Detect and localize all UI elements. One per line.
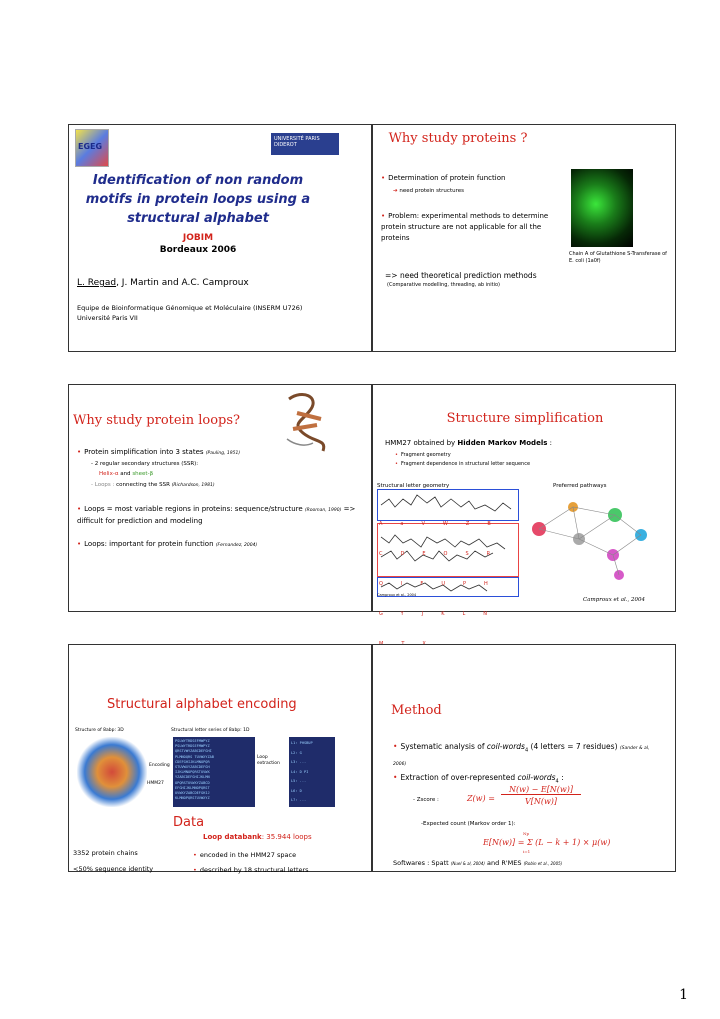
slide-title-text: Structure simplification	[446, 411, 604, 426]
other-authors: , J. Martin and A.C. Camproux	[116, 278, 249, 288]
loop-l2: L2: G	[291, 750, 302, 755]
slide-why-proteins	[372, 124, 676, 352]
bullet-problem: • Problem: experimental methods to determine protein structure are not applicable for all the proteins	[381, 211, 556, 244]
slide-why-loops	[68, 384, 372, 612]
slide-alphabet-encoding	[68, 644, 372, 872]
university-logo-text: UNIVERSITÉ PARIS DIDEROT	[274, 136, 320, 148]
letter-n: N	[483, 611, 506, 617]
affiliation-line-1: Equipe de Bioinformatique Génomique et Moléculaire (INSERM U726)	[77, 304, 303, 312]
egeg-logo	[75, 129, 109, 167]
letter-k: K	[441, 611, 463, 617]
bullet-function: • Determination of protein function	[381, 173, 556, 184]
expected-label: -Expected count (Markov order 1):	[421, 821, 516, 827]
first-author: L. Regad	[77, 278, 117, 288]
letter-o: O	[443, 551, 466, 557]
letter-a-upper: A	[379, 521, 401, 527]
bullet-geometry: • Fragment geometry	[395, 451, 530, 460]
sum-bottom: i=1	[523, 849, 531, 854]
loop-l6: L6: D	[291, 788, 302, 793]
university-logo	[271, 133, 339, 155]
letter-e: E	[422, 551, 444, 557]
bullet-extraction: • Extraction of over-represented coil-words$_4$ :	[393, 773, 564, 785]
presentation-title: Identification of non random motifs in protein loops using a structural alphabet	[85, 173, 311, 226]
egeg-logo-text: EGEG	[78, 142, 103, 151]
bullet-systematic: • Systematic analysis of coil-words$_4$ (4 letters = 7 residues) (Sander & al, 2006)	[393, 741, 663, 770]
zscore-lhs: Z(w) =	[467, 794, 495, 803]
protein-3d-image	[77, 737, 147, 807]
letter-a-lower: a	[400, 521, 422, 527]
bullet-described: • described by 18 structural letters	[193, 866, 333, 875]
slide-structure-simplification	[372, 384, 676, 617]
slide-method	[372, 644, 676, 872]
zscore-label: - Zscore :	[413, 797, 439, 803]
bullet-encoded: • encoded in the HMM27 space	[193, 851, 296, 859]
bullet-simplification: • Protein simplification into 3 states (Pauling, 1951)	[77, 447, 367, 459]
letter-y: Y	[400, 611, 422, 617]
sequence-identity: <50% sequence identity	[73, 865, 154, 873]
label-1d: Structural letter series of 8abp: 1D	[171, 728, 250, 733]
letter-d: D	[400, 551, 423, 557]
label-loop-extraction: Loop extraction	[257, 755, 280, 766]
sub-bullet-loops: - Loops : connecting the SSR (Richardson, 1981)	[91, 482, 215, 488]
letter-j: J	[421, 611, 442, 617]
letter-w: W	[442, 521, 466, 527]
databank: Loop databank: 35.944 loops	[203, 833, 312, 841]
label-hmm27: HMM27	[147, 781, 164, 786]
letter-p: P	[462, 581, 484, 587]
loop-l3: L3: ...	[291, 760, 307, 764]
data-title: Data	[173, 815, 205, 830]
slide-title-text: Method	[391, 703, 442, 718]
sum-top: Np	[523, 831, 530, 836]
image-caption: Chain A of Glutathione S-Transferase of E. coli (1a0f)	[569, 251, 667, 264]
citation: Camproux et al., 2004	[583, 597, 646, 603]
figure-ref-left: Camproux et al., 2004	[377, 593, 417, 597]
letter-l: L	[462, 611, 484, 617]
slide-title-text: Why study protein loops?	[73, 413, 240, 428]
conclusion-sub: (Comparative modelling, threading, ab initio)	[387, 282, 501, 288]
page-number: 1	[679, 987, 688, 1003]
letter-h: H	[484, 581, 506, 587]
slide-title	[68, 124, 372, 352]
letter-geometry-figure	[375, 489, 521, 617]
loop-list	[289, 737, 335, 807]
letter-q: Q	[379, 581, 401, 587]
loop-l7: L7: ...	[291, 798, 307, 802]
letter-z: Z	[465, 521, 488, 527]
label-preferred-pathways: Preferred pathways	[553, 483, 607, 489]
sub-bullet-structures: ➔ need protein structures	[393, 188, 464, 194]
letter-s: S	[465, 551, 487, 557]
loop-l5: L5: ...	[291, 779, 307, 783]
letter-u: U	[441, 581, 463, 587]
loop-ribbon-image	[283, 389, 335, 455]
slide-title-text: Structural alphabet encoding	[107, 697, 297, 712]
protein-structure-image	[571, 169, 633, 247]
zscore-numerator: N(w) − E[N(w)]	[501, 785, 581, 795]
bullet-variable: • Loops = most variable regions in proteins: sequence/structure (Rooman, 1990) => difficult for prediction and modeling	[77, 504, 367, 527]
slide-title-text: Why study proteins ?	[388, 131, 528, 146]
bullet-dependence: • Fragment dependence in structural letter sequence	[395, 460, 530, 469]
event-place: Bordeaux 2006	[159, 245, 237, 255]
sub-bullet-helix-sheet: Helix-α and sheet-β	[99, 471, 154, 477]
expected-formula: E[N(w)] = Σ (L − k + 1) × μ(w)	[483, 838, 611, 847]
letter-g: G	[379, 611, 401, 617]
softwares: Softwares : Spatt (Nuel & al, 2004) and R'MES (Robin et al., 2005)	[393, 859, 563, 867]
bullets	[77, 447, 367, 551]
letter-c: C	[379, 551, 401, 557]
intro: HMM27 obtained by Hidden Markov Models :	[385, 439, 552, 447]
sub-bullet-ssr: - 2 regular secondary structures (SSR):	[91, 461, 199, 467]
letter-f: F	[420, 581, 442, 587]
authors	[77, 278, 249, 288]
letter-v: V	[421, 521, 443, 527]
loop-l1: L1: PHSBUP	[291, 741, 313, 745]
label-3d: Structure of 8abp: 3D	[75, 728, 124, 733]
letter-r: R	[486, 551, 509, 557]
protein-chains: 3352 protein chains	[73, 849, 138, 857]
letter-labels	[379, 509, 519, 659]
conclusion: => need theoretical prediction methods	[385, 271, 537, 280]
bullets	[381, 173, 556, 244]
label-letter-geometry: Structural letter geometry	[377, 483, 450, 489]
loop-l4: L4: D PI	[291, 769, 309, 774]
label-encoding: Encoding	[149, 763, 170, 768]
letter-series-box: PSLWYTRDSEFMWPYZ PSLWYTRDSEFMWPYZ QRSTVWYZABCDEFGHI PLMNOQRS TUVWXYZAB CDEFGHIJKLMNOPQR STUVWXYZABCDEFGH IJKLMNOPQRSTUVWX YZABCDEFGHIJKLMN OPQRSTUVWXYZABCD EFGHIJKLMNOPQRST UVWXYZABCDEFGHIJ KLMNOPQRSTUVWXYZ	[173, 737, 255, 807]
event-name: JOBIM	[182, 233, 214, 243]
bullet-function: • Loops: important for protein function (Fernandez, 2004)	[77, 539, 367, 551]
letter-i: I	[400, 581, 421, 587]
letter-b: B	[487, 521, 509, 527]
zscore-denominator: V[N(w)]	[524, 797, 558, 806]
affiliation-line-2: Université Paris VII	[77, 314, 138, 322]
affiliation	[77, 303, 302, 323]
pathways-graph	[523, 489, 673, 589]
arrow-icon: ➔	[393, 188, 400, 194]
intro-bullets	[395, 451, 530, 469]
